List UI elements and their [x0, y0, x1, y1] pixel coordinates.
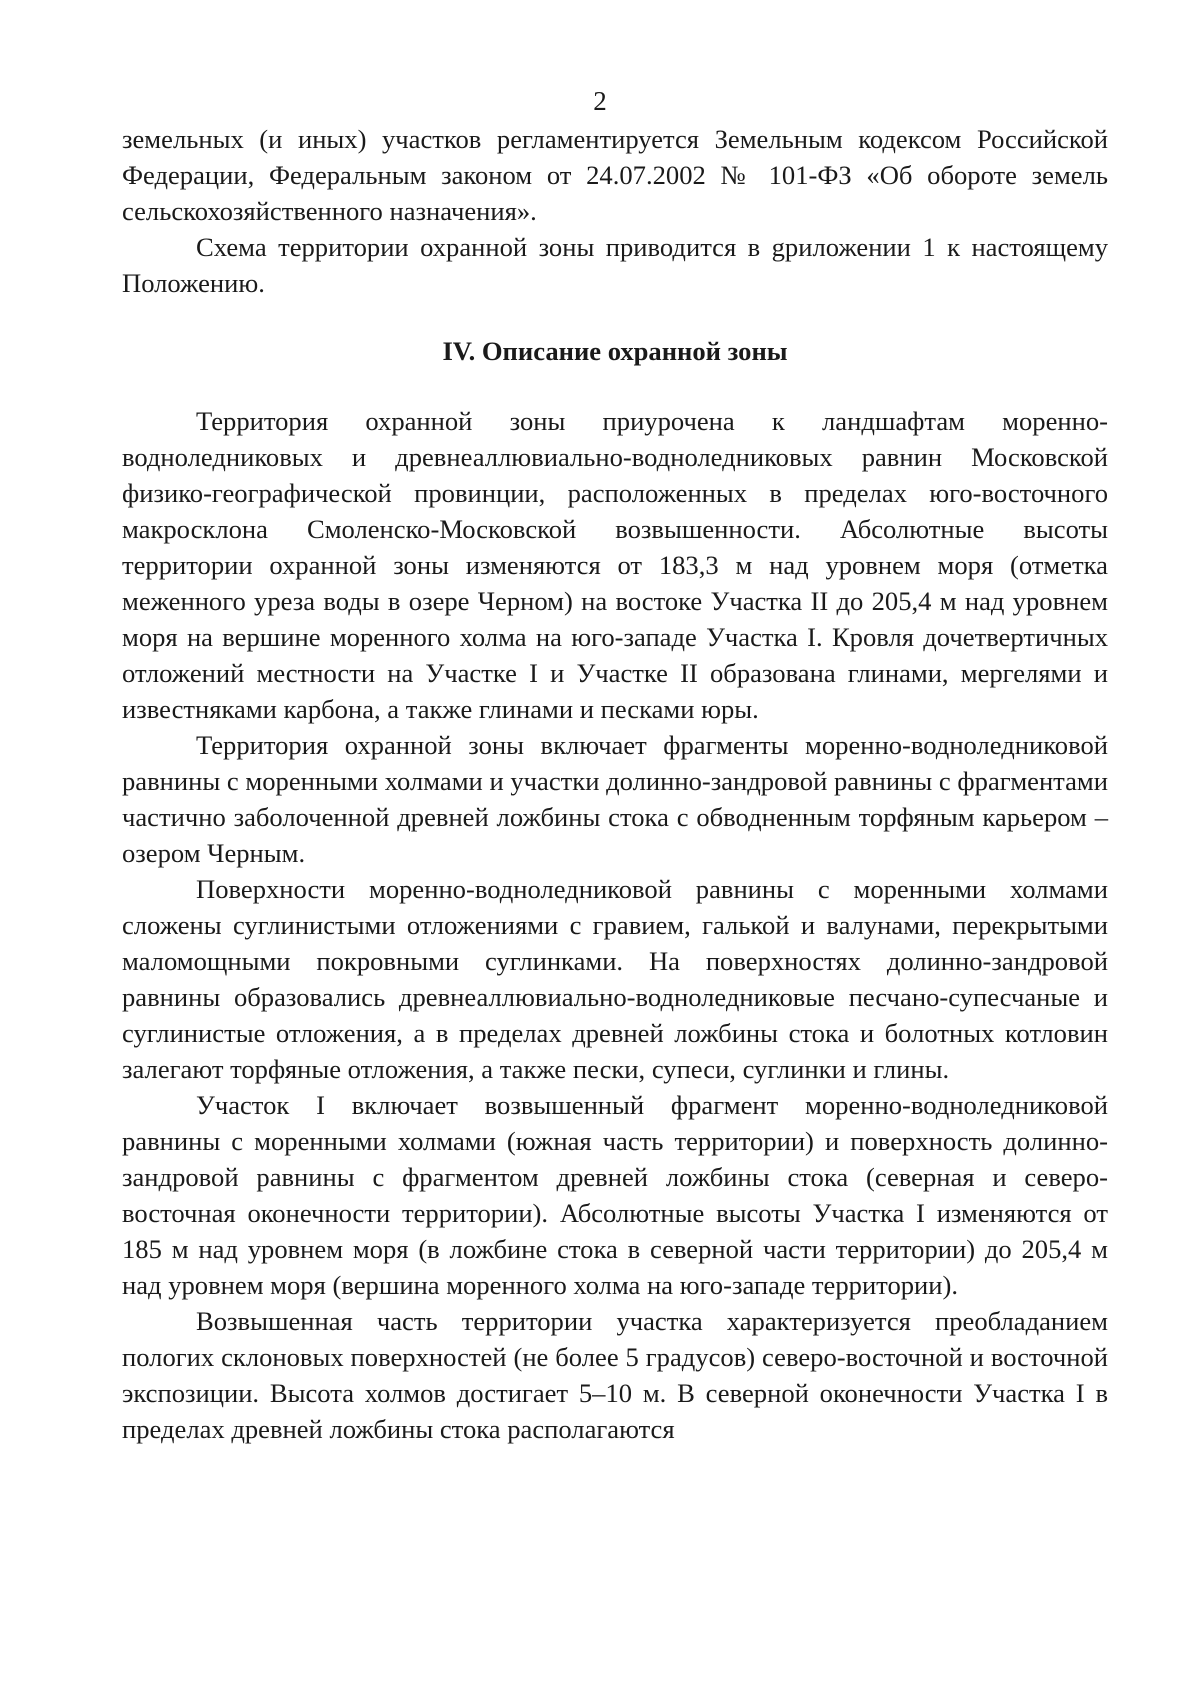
document-body [122, 121, 1108, 1447]
paragraph-elevated-part: Возвышенная часть территории участка характеризуется преобладанием пологих склоновых поверхностей (не более 5 градусов) северо-восточной и восточной экспозиции. Высота холмов достигает 5–10 м. В северной оконечности Участка I в пределах древней ложбины стока располагаются [122, 1306, 1108, 1444]
paragraph-site-one: Участок I включает возвышенный фрагмент моренно-водноледниковой равнины с моренными холмами (южная часть территории) и поверхность долинно-зандровой равнины с фрагментом древней ложбины стока (северная и северо-восточная оконечности территории). Абсолютные высоты Участка I изменяются от 185 м над уровнем моря (в ложбине стока в северной части территории) до 205,4 м над уровнем моря (вершина моренного холма на юго-западе территории). [122, 1090, 1108, 1300]
section-heading: IV. Описание охранной зоны [442, 336, 788, 366]
paragraph-scheme-reference: Схема территории охранной зоны приводится в gриложении 1 к настоящему Положению. [122, 232, 1108, 298]
paragraph-continuation: земельных (и иных) участков регламентируется Земельным кодексом Российской Федерации, Федеральным законом от 24.07.2002 № 101-ФЗ «Об обороте земель сельскохозяйственного назначения». [122, 124, 1108, 226]
paragraph-surfaces: Поверхности моренно-водноледниковой равнины с моренными холмами сложены суглинистыми отложениями с гравием, галькой и валунами, перекрытыми маломощными покровными суглинками. На поверхностях долинно-зандровой равнины образовались древнеаллювиально-водноледниковые песчано-супесчаные и суглинистые отложения, а в пределах древней ложбины стока и болотных котловин залегают торфяные отложения, а также пески, супеси, суглинки и глины. [122, 874, 1108, 1084]
paragraph-zone-fragments: Территория охранной зоны включает фрагменты моренно-водноледниковой равнины с моренными холмами и участки долинно-зандровой равнины с фрагментами частично заболоченной древней ложбины стока с обводненным торфяным карьером – озером Черным. [122, 730, 1108, 868]
paragraph-landscape: Территория охранной зоны приурочена к ландшафтам моренно-водноледниковых и древнеаллювиально-водноледниковых равнин Московской физико-географической провинции, расположенных в пределах юго-восточного макросклона Смоленско-Московской возвышенности. Абсолютные высоты территории охранной зоны изменяются от 183,3 м над уровнем моря (отметка меженного уреза воды в озере Черном) на востоке Участка II до 205,4 м над уровнем моря на вершине моренного холма на юго-западе Участка I. Кровля дочетвертичных отложений местности на Участке I и Участке II образована глинами, мергелями и известняками карбона, а также глинами и песками юры. [122, 406, 1108, 724]
page-number: 2 [593, 86, 607, 116]
